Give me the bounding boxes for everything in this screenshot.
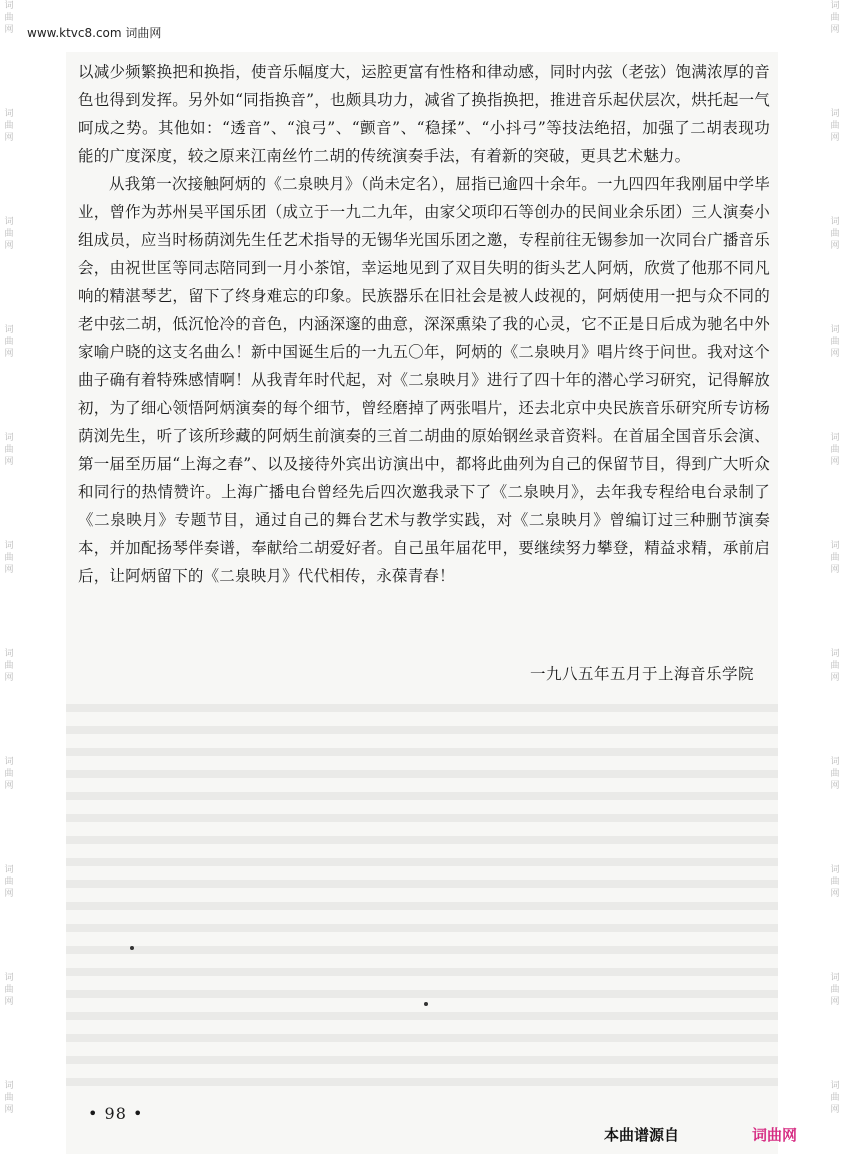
side-watermark-unit: 词 曲 网: [830, 109, 840, 143]
left-watermark-strip: [0, 0, 18, 1172]
side-watermark-unit: 词 曲 网: [830, 325, 840, 359]
footer-source-label: 本曲谱源自: [604, 1126, 680, 1144]
article-body: [78, 58, 770, 590]
side-watermark-unit: 词 曲 网: [830, 1081, 840, 1115]
article-signature: 一九八五年五月于上海音乐学院: [529, 665, 754, 683]
side-watermark-unit: 词 曲 网: [4, 541, 14, 575]
bleed-through-texture: [66, 690, 778, 1090]
scan-speck: [130, 946, 134, 950]
side-watermark-unit: 词 曲 网: [4, 109, 14, 143]
footer-brand-link[interactable]: 词曲网: [752, 1126, 798, 1144]
side-watermark-unit: 词 曲 网: [4, 325, 14, 359]
side-watermark-unit: 词 曲 网: [830, 649, 840, 683]
side-watermark-unit: 词 曲 网: [4, 1081, 14, 1115]
side-watermark-unit: 词 曲 网: [4, 433, 14, 467]
side-watermark-unit: 词 曲 网: [4, 217, 14, 251]
page-number: • 98 •: [88, 1104, 144, 1123]
side-watermark-unit: 词 曲 网: [4, 1, 14, 35]
side-watermark-unit: 词 曲 网: [4, 649, 14, 683]
scan-speck: [424, 1002, 428, 1006]
side-watermark-unit: 词 曲 网: [830, 757, 840, 791]
side-watermark-unit: 词 曲 网: [4, 973, 14, 1007]
side-watermark-unit: 词 曲 网: [4, 757, 14, 791]
side-watermark-unit: 词 曲 网: [830, 865, 840, 899]
right-watermark-strip: [826, 0, 844, 1172]
side-watermark-unit: 词 曲 网: [830, 973, 840, 1007]
article-paragraph: 以减少频繁换把和换指，使音乐幅度大，运腔更富有性格和律动感，同时内弦（老弦）饱满浓厚的音色也得到发挥。另外如“同指换音”，也颇具功力，减省了换指换把，推进音乐起伏层次，烘托起一气呵成之势。其他如：“透音”、“浪弓”、“颤音”、“稳揉”、“小抖弓”等技法绝招，加强了二胡表现功能的广度深度，较之原来江南丝竹二胡的传统演奏手法，有着新的突破，更具艺术魅力。: [78, 63, 770, 165]
side-watermark-unit: 词 曲 网: [830, 217, 840, 251]
article-paragraph: 从我第一次接触阿炳的《二泉映月》（尚未定名），屈指已逾四十余年。一九四四年我刚届中学毕业，曾作为苏州吴平国乐团（成立于一九二九年，由家父项印石等创办的民间业余乐团）三人演奏小组成员，应当时杨荫浏先生任艺术指导的无锡华光国乐团之邀，专程前往无锡参加一次同台广播音乐会，由祝世匡等同志陪同到一月小茶馆，幸运地见到了双目失明的街头艺人阿炳，欣赏了他那不同凡响的精湛琴艺，留下了终身难忘的印象。民族器乐在旧社会是被人歧视的，阿炳使用一把与众不同的老中弦二胡，低沉怆冷的音色，内涵深邃的曲意，深深熏染了我的心灵，它不正是日后成为驰名中外家喻户晓的这支名曲么！新中国诞生后的一九五〇年，阿炳的《二泉映月》唱片终于问世。我对这个曲子确有着特殊感情啊！从我青年时代起，对《二泉映月》进行了四十年的潜心学习研究，记得解放初，为了细心领悟阿炳演奏的每个细节，曾经磨掉了两张唱片，还去北京中央民族音乐研究所专访杨荫浏先生，听了该所珍藏的阿炳生前演奏的三首二胡曲的原始钢丝录音资料。在首届全国音乐会演、第一届至历届“上海之春”、以及接待外宾出访演出中，都将此曲列为自己的保留节目，得到广大听众和同行的热情赞许。上海广播电台曾经先后四次邀我录下了《二泉映月》，去年我专程给电台录制了《二泉映月》专题节目，通过自己的舞台艺术与教学实践，对《二泉映月》曾编订过三种删节演奏本，并加配扬琴伴奏谱，奉献给二胡爱好者。自己虽年届花甲，要继续努力攀登，精益求精，承前启后，让阿炳留下的《二泉映月》代代相传，永葆青春！: [78, 175, 770, 585]
side-watermark-unit: 词 曲 网: [4, 865, 14, 899]
side-watermark-unit: 词 曲 网: [830, 541, 840, 575]
side-watermark-unit: 词 曲 网: [830, 1, 840, 35]
site-header-watermark: www.ktvc8.com 词曲网: [27, 26, 162, 40]
side-watermark-unit: 词 曲 网: [830, 433, 840, 467]
